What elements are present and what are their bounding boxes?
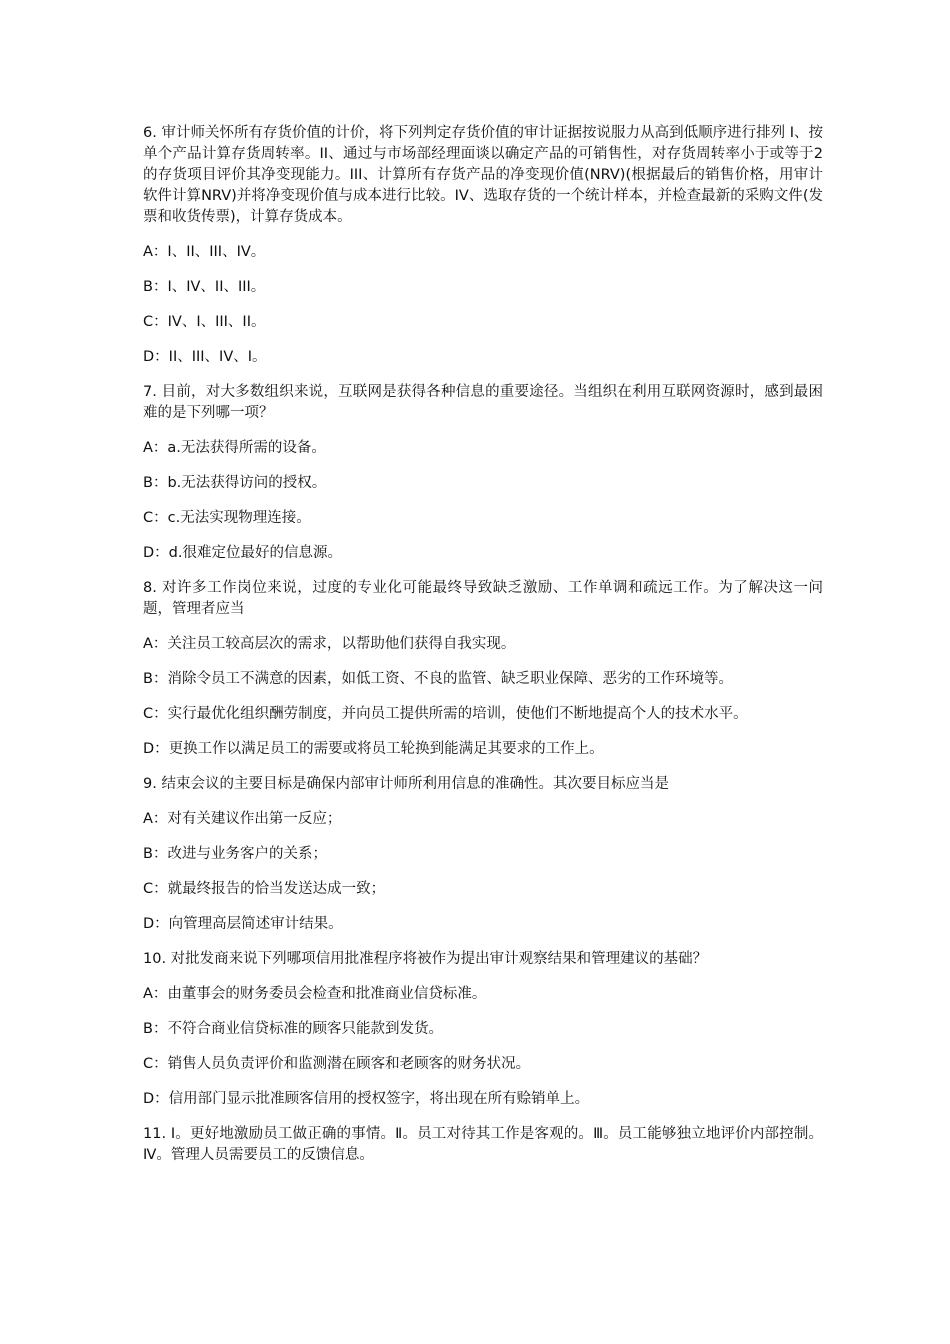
question-text: 9. 结束会议的主要目标是确保内部审计师所利用信息的准确性。其次要目标应当是 bbox=[143, 776, 669, 792]
option-a: A：关注员工较高层次的需求，以帮助他们获得自我实现。 bbox=[143, 636, 516, 652]
option-c: C：实行最优化组织酬劳制度，并向员工提供所需的培训，使他们不断地提高个人的技术水平。 bbox=[143, 706, 748, 722]
option-d: D：更换工作以满足员工的需要或将员工轮换到能满足其要求的工作上。 bbox=[143, 741, 604, 757]
option-c: C：销售人员负责评价和监测潜在顾客和老顾客的财务状况。 bbox=[143, 1056, 531, 1072]
question-8 bbox=[143, 578, 823, 760]
option-b: B：消除令员工不满意的因素，如低工资、不良的监管、缺乏职业保障、恶劣的工作环境等。 bbox=[143, 671, 733, 687]
question-text: 11. Ⅰ。更好地激励员工做正确的事情。Ⅱ。员工对待其工作是客观的。Ⅲ。员工能够独立地评价内部控制。Ⅳ。管理人员需要员工的反馈信息。 bbox=[143, 1126, 823, 1163]
question-6 bbox=[143, 123, 823, 368]
option-a: A：对有关建议作出第一反应； bbox=[143, 811, 342, 827]
option-a: A：a.无法获得所需的设备。 bbox=[143, 440, 326, 456]
option-c: C：IV、I、III、II。 bbox=[143, 314, 266, 330]
question-11 bbox=[143, 1124, 823, 1166]
option-a: A：I、II、III、IV。 bbox=[143, 244, 266, 260]
option-d: D：II、III、IV、I。 bbox=[143, 349, 267, 365]
question-list bbox=[143, 123, 823, 1180]
option-b: B：b.无法获得访问的授权。 bbox=[143, 475, 327, 491]
option-b: B：I、IV、II、III。 bbox=[143, 279, 266, 295]
option-d: D：d.很难定位最好的信息源。 bbox=[143, 545, 342, 561]
option-b: B：改进与业务客户的关系； bbox=[143, 846, 327, 862]
question-10 bbox=[143, 949, 823, 1110]
question-text: 6. 审计师关怀所有存货价值的计价，将下列判定存货价值的审计证据按说服力从高到低顺序进行排列 I、按单个产品计算存货周转率。II、通过与市场部经理面谈以确定产品的可销售性，对存货周转率小于或等于2的存货项目评价其净变现能力。III、计算所有存货产品的净变现价值(NRV)(根据最后的销售价格，用审计软件计算NRV)并将净变现价值与成本进行比较。IV、选取存货的一个统计样本，并检查最新的采购文件(发票和收货传票)，计算存货成本。 bbox=[143, 125, 823, 225]
question-7 bbox=[143, 382, 823, 564]
option-a: A：由董事会的财务委员会检查和批准商业信贷标准。 bbox=[143, 986, 487, 1002]
option-c: C：c.无法实现物理连接。 bbox=[143, 510, 311, 526]
question-text: 7. 目前，对大多数组织来说，互联网是获得各种信息的重要途径。当组织在利用互联网资源时，感到最困难的是下列哪一项？ bbox=[143, 384, 823, 421]
option-c: C：就最终报告的恰当发送达成一致； bbox=[143, 881, 386, 897]
question-9 bbox=[143, 774, 823, 935]
question-text: 10. 对批发商来说下列哪项信用批准程序将被作为提出审计观察结果和管理建议的基础？ bbox=[143, 951, 708, 967]
option-b: B：不符合商业信贷标准的顾客只能款到发货。 bbox=[143, 1021, 443, 1037]
question-text: 8. 对许多工作岗位来说，过度的专业化可能最终导致缺乏激励、工作单调和疏远工作。为了解决这一问题，管理者应当 bbox=[143, 580, 823, 617]
option-d: D：向管理高层简述审计结果。 bbox=[143, 916, 343, 932]
option-d: D：信用部门显示批准顾客信用的授权签字，将出现在所有赊销单上。 bbox=[143, 1091, 590, 1107]
